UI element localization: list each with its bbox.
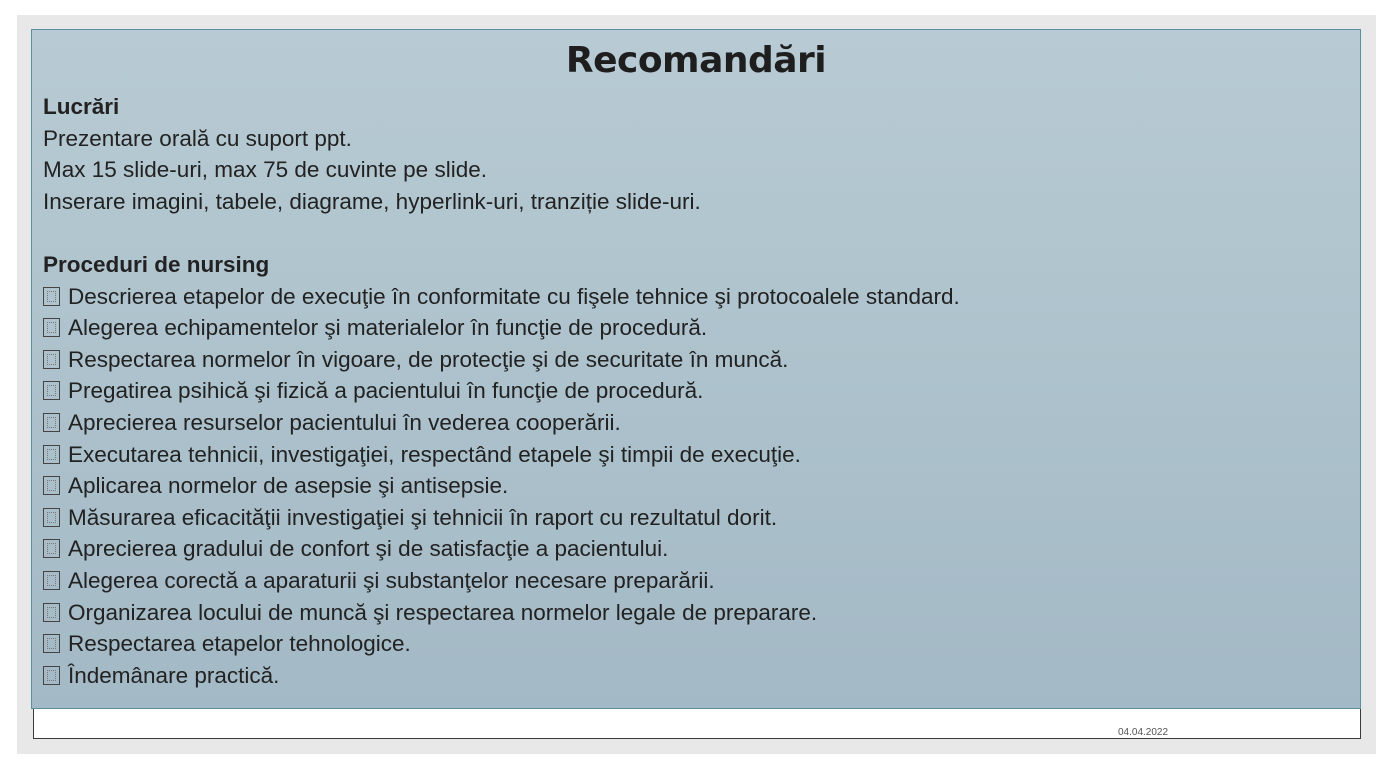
text-line: Prezentare orală cu suport ppt.: [43, 125, 352, 151]
blank-line: [43, 217, 960, 249]
bullet-item-text: Măsurarea eficacităţii investigaţiei şi tehnicii în raport cu rezultatul dorit.: [68, 504, 778, 530]
square-bullet-icon: [43, 350, 60, 369]
footer-date: 04.04.2022: [1118, 727, 1169, 738]
square-bullet-icon: [43, 476, 60, 495]
square-bullet-icon: [43, 508, 60, 527]
bullet-item-text: Respectarea etapelor tehnologice.: [68, 631, 411, 657]
text-line: Inserare imagini, tabele, diagrame, hyperlink-uri, tranziție slide-uri.: [43, 188, 701, 214]
bullet-item: [43, 375, 960, 407]
square-bullet-icon: [43, 634, 60, 653]
bullet-item: [43, 628, 960, 660]
bullet-item-text: Organizarea locului de muncă şi respectarea normelor legale de preparare.: [68, 599, 818, 625]
bullet-item: [43, 502, 960, 534]
bullet-item-text: Descrierea etapelor de execuţie în conformitate cu fişele tehnice şi protocoalele standard.: [68, 283, 960, 309]
bullet-item-text: Respectarea normelor în vigoare, de protecţie şi de securitate în muncă.: [68, 346, 789, 372]
square-bullet-icon: [43, 381, 60, 400]
square-bullet-icon: [43, 571, 60, 590]
square-bullet-icon: [43, 603, 60, 622]
bullet-item-text: Aprecierea gradului de confort şi de satisfacţie a pacientului.: [68, 536, 669, 562]
text-line: Max 15 slide-uri, max 75 de cuvinte pe slide.: [43, 157, 487, 183]
bullet-item-text: Aprecierea resurselor pacientului în vederea cooperării.: [68, 409, 621, 435]
bullet-item-text: Executarea tehnicii, investigaţiei, respectând etapele şi timpii de execuţie.: [68, 441, 801, 467]
square-bullet-icon: [43, 539, 60, 558]
square-bullet-icon: [43, 445, 60, 464]
square-bullet-icon: [43, 666, 60, 685]
bullet-item: [43, 344, 960, 376]
slide-content-box[interactable]: [31, 29, 1361, 709]
bullet-item-text: Îndemânare practică.: [68, 662, 280, 688]
bullet-item: [43, 312, 960, 344]
bullet-item-text: Pregatirea psihică şi fizică a pacientului în funcţie de procedură.: [68, 378, 704, 404]
slide-body-text: [43, 91, 960, 691]
bullet-item: [43, 597, 960, 629]
bullet-item: [43, 533, 960, 565]
section-heading-proceduri: Proceduri de nursing: [43, 251, 270, 277]
bullet-item: [43, 407, 960, 439]
bullet-item-text: Alegerea corectă a aparaturii şi substanţelor necesare preparării.: [68, 567, 715, 593]
bullet-item: [43, 281, 960, 313]
bullet-item-text: Aplicarea normelor de asepsie şi antisepsie.: [68, 473, 509, 499]
bullet-item: [43, 660, 960, 692]
bullet-item-text: Alegerea echipamentelor şi materialelor în funcţie de procedură.: [68, 315, 708, 341]
bullet-item: [43, 470, 960, 502]
section-heading-lucrari: Lucrări: [43, 94, 120, 119]
square-bullet-icon: [43, 287, 60, 306]
bullet-list: [43, 281, 960, 692]
slide-stage: [17, 15, 1376, 754]
square-bullet-icon: [43, 318, 60, 337]
square-bullet-icon: [43, 413, 60, 432]
slide-title: Recomandări: [565, 40, 827, 81]
bullet-item: [43, 565, 960, 597]
bullet-item: [43, 439, 960, 471]
